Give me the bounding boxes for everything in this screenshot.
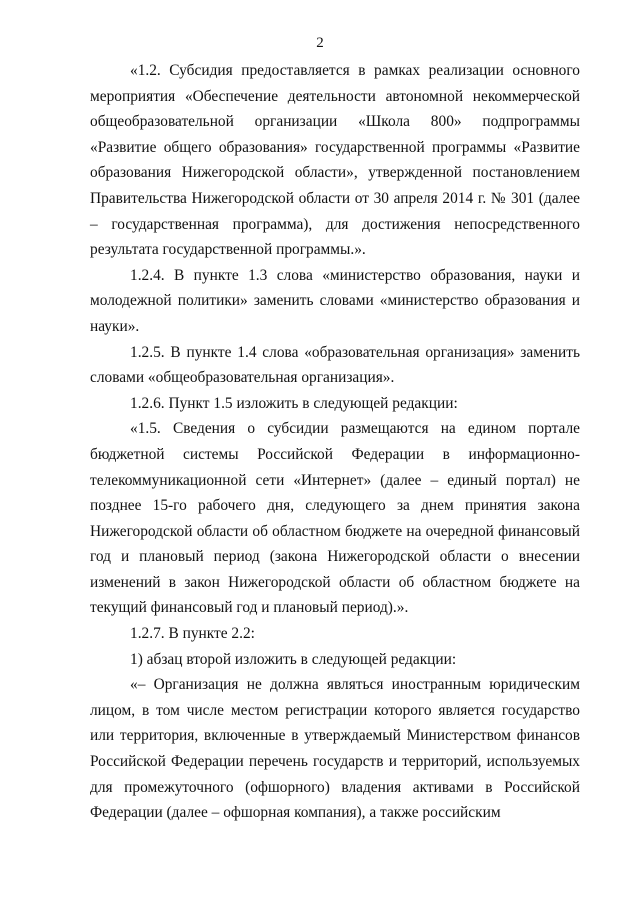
- paragraph-item-1: 1) абзац второй изложить в следующей редакции:: [130, 650, 457, 668]
- paragraph-1-2-subsidy: «1.2. Субсидия предоставляется в рамках реализации основного мероприятия «Обеспечение деятельности автономной некоммерческой общеобразовательной организации «Школа 800» подпрограммы «Развитие общего образования» государственной программы «Развитие образования Нижегородской области», утвержденной постановлением Правительства Нижегородской области от 30 апреля 2014 г. № 301 (далее – государственная программа), для достижения непосредственного результата государственной программы.».: [90, 62, 580, 259]
- paragraph-1-2-4: 1.2.4. В пункте 1.3 слова «министерство образования, науки и молодежной политики» заменить словами «министерство образования и науки».: [90, 266, 580, 335]
- paragraph-1-2-7: 1.2.7. В пункте 2.2:: [130, 625, 255, 643]
- page-number: 2: [316, 35, 324, 51]
- paragraph-1-2-6: 1.2.6. Пункт 1.5 изложить в следующей редакции:: [130, 394, 458, 412]
- document-body: [90, 58, 580, 826]
- paragraph-offshore: «– Организация не должна являться иностранным юридическим лицом, в том числе местом регистрации которого является государство или территория, включенные в утверждаемый Министерством финансов Российской Федерации перечень государств и территорий, используемых для промежуточного (офшорного) владения активами в Российской Федерации (далее – офшорная компания), а также российским: [90, 676, 580, 822]
- paragraph-1-2-5: 1.2.5. В пункте 1.4 слова «образовательная организация» заменить словами «общеобразовательная организация».: [90, 343, 580, 387]
- paragraph-1-5-portal: «1.5. Сведения о субсидии размещаются на едином портале бюджетной системы Российской Федерации в информационно-телекоммуникационной сети «Интернет» (далее – единый портал) не позднее 15-го рабочего дня, следующего за днем принятия закона Нижегородской области об областном бюджете на очередной финансовый год и плановый период (закона Нижегородской области о внесении изменений в закон Нижегородской области об областном бюджете на текущий финансовый год и плановый период).».: [90, 420, 580, 617]
